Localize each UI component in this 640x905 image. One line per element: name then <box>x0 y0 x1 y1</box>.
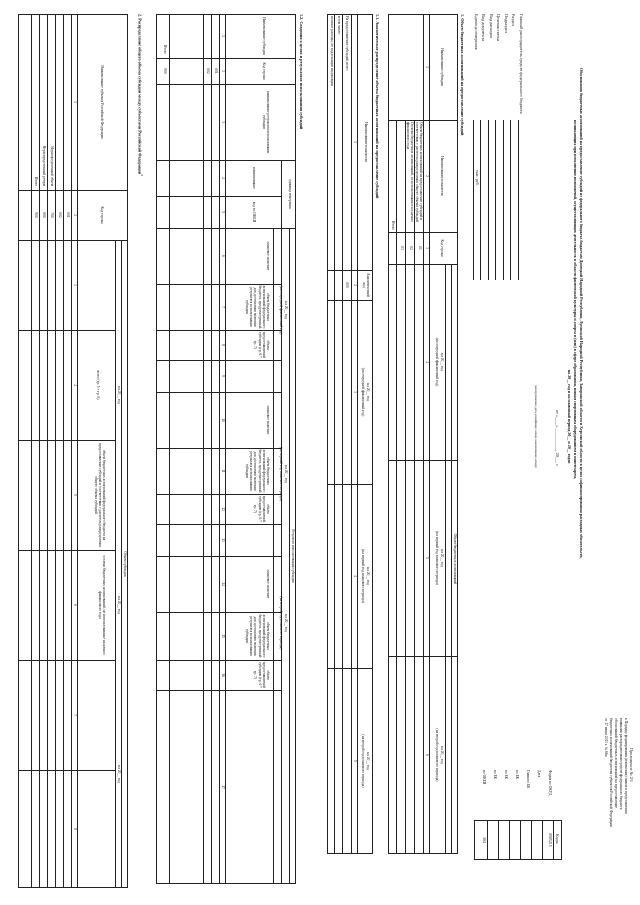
code-value: 384 <box>482 837 486 843</box>
header-field-label: Вид документа <box>481 14 487 41</box>
s2-col-number: 3 <box>353 391 357 393</box>
s3-year-sub: (на второй год планового периода) <box>279 596 283 650</box>
s1-row-name: Остатки бюджетных ассигнований, не использованные на начало финансового года <box>406 122 415 223</box>
s4-sub-allocated: объем бюджетных ассигнований федерального бюджета на предоставление субсидий в соответствии с расчетом распределения общего объема субсидий <box>93 443 106 547</box>
s4-row-line <box>31 14 32 888</box>
code-row-line <box>487 820 488 860</box>
code-label: Дата <box>537 770 541 778</box>
header-field-underline <box>488 120 489 280</box>
form-date-hint: (номер решения, дата, модифицир. номер, наименование, номер) <box>534 385 538 468</box>
s4-col-number: 8 <box>73 828 77 830</box>
s3-year-label: на 20__ год <box>284 465 288 483</box>
s3-col-number: 15 <box>221 634 225 638</box>
s4-col-number: 5 <box>73 494 77 496</box>
s1-year-label: на 20__ год <box>440 746 444 764</box>
code-label: по БК <box>504 770 508 780</box>
s3-sub-column: объем предоставляемой субсидии (гр. 6 * гр. 7) <box>253 495 270 523</box>
code-row-line <box>509 820 510 860</box>
s4-header-code: Код строки <box>100 206 104 224</box>
s4-year-label: на 20__ год <box>117 596 121 614</box>
s3-head-line <box>273 228 274 884</box>
appendix-line: обоснований бюджетных ассигнований на предоставление <box>614 718 618 809</box>
s2-row-name: На предоставление субсидий, всего <box>345 16 349 71</box>
s4-row-line <box>63 14 64 888</box>
section3-title: 1.2. Сведения о целях и результатах использования субсидий <box>299 14 304 130</box>
s3-col-number: 12 <box>221 507 225 511</box>
code-label: по БК <box>493 770 497 780</box>
s3-year-label: на 20__ год <box>284 301 288 319</box>
header-field-underline <box>473 120 474 280</box>
code-label: по ОКЕИ <box>482 770 486 785</box>
s2-col-number: 2 <box>353 284 357 286</box>
s3-year-sub: (на очередной финансовый год) <box>279 285 283 335</box>
s2-row-line <box>342 14 343 854</box>
s3-sub-column: плановое значение <box>266 569 270 599</box>
s3-col-number: 11 <box>221 469 225 473</box>
s1-header-volume: Объем бюджетных ассигнований <box>453 533 457 585</box>
s3-total-label: Итого <box>163 44 167 54</box>
s4-header-volume: Объем субсидии <box>123 551 127 577</box>
s1-row-code: 02 <box>409 246 413 250</box>
section4-title-text: 2. Распределение общего объема субсидии между субъектами Российской Федерации <box>137 14 143 175</box>
s3-row-line <box>203 14 204 884</box>
appendix-line: от 17 июня 2013 г. № 66н <box>604 718 608 757</box>
section3-table <box>156 14 296 884</box>
s4-year-label: на 20__ год <box>117 386 121 404</box>
appendix-line: главными распорядителями средств федерального бюджета <box>619 718 623 810</box>
s2-col-number: 4 <box>353 575 357 577</box>
s4-col-line <box>18 770 116 771</box>
s1-year-sub: (на первый год планового периода) <box>435 531 439 585</box>
s3-col-number: 3 <box>221 121 225 123</box>
s3-col-number: 4 <box>221 177 225 179</box>
s3-sub-column: объем бюджетных ассигнований федерального бюджета, предусмотренный для достижения значения результата использования субсидии <box>244 614 270 658</box>
s4-head-bottom <box>77 14 78 888</box>
s4-year-label: на 20__ год <box>117 765 121 783</box>
section2-title: 1.1. Аналитическое распределение объема бюджетных ассигнований на предоставление субсидий <box>375 14 380 199</box>
s1-row-name: Объем бюджетных ассигнований на предоставление субсидий в соответствии с расчетом распределения общего объема субсидий <box>415 122 424 223</box>
header-field-label: Целевая статья <box>496 14 502 41</box>
s3-year-label: на 20__ год <box>284 614 288 632</box>
s3-head-bottom <box>225 14 226 884</box>
s4-row-line <box>47 14 48 888</box>
s1-year-label: на 20__ год <box>440 549 444 567</box>
s3-row-code: 002 <box>206 68 210 74</box>
s1-head-bottom <box>429 14 430 854</box>
header-field-label: Подраздел <box>504 14 509 33</box>
s1-col-number: 1 <box>425 66 429 68</box>
s2-year-label: на 20__ год <box>366 383 370 401</box>
s2-col-number: 1 <box>353 141 357 143</box>
s3-sub-column: объем бюджетных ассигнований федерального бюджета, предусмотренный для достижения значения результата использования субсидии <box>244 449 270 493</box>
s1-col-number: 3 <box>425 247 429 249</box>
s3-year-sub: (на первый год планового периода) <box>279 447 283 501</box>
s1-year-sub: (на очередной финансовый год) <box>435 337 439 387</box>
form-subtitle: возникающих при исполнении полномочий, осуществляющих деятельность в области физической культуры и спорта и (или) в сфере образования, новым спортивным оборудованием и инвентарем, <box>573 120 578 479</box>
code-row-line <box>542 820 543 860</box>
section1-title: 1. Объем бюджетных ассигнований на предоставление субсидий <box>460 14 465 136</box>
s3-sub-column: объем предоставляемой субсидии (гр. 6 * гр. 7) <box>253 661 270 689</box>
s4-col-number: 7 <box>73 714 77 716</box>
s1-row-line <box>405 120 406 854</box>
form-title: Обоснования бюджетных ассигнований на предоставление субсидий из федерального бюджета бюджетам Донецкой Народной Республики, Луганской Народной Республики, Запорожской области и Херсонской области в целях софинансирования расходных обязательств, <box>579 68 584 559</box>
s3-total-line <box>169 14 170 884</box>
section4-title <box>138 14 144 176</box>
codes-head: Коды <box>555 834 560 844</box>
s4-sub-total: всего (гр. 5 + гр. 6) <box>96 370 100 400</box>
s4-extra-row-code: 700 <box>50 212 54 218</box>
s3-col-number: 16 <box>221 673 225 677</box>
s1-header-code: Код строки <box>440 239 444 257</box>
s2-year-label: на 20__ год <box>366 752 370 770</box>
s2-col-number: 5 <box>353 760 357 762</box>
s4-col-number: 2 <box>73 214 77 216</box>
code-row-line <box>520 820 521 860</box>
s4-col-number: 4 <box>73 384 77 386</box>
appendix-line: бюджетных ассигнований бюджетам субъектов Российской Федерации <box>609 718 613 827</box>
s3-unit-okei: код по ОКЕИ <box>252 201 256 223</box>
s3-col-number: 7 <box>221 306 225 308</box>
s2-head-bottom <box>357 14 358 854</box>
header-field-underline <box>496 120 497 280</box>
s3-col-number: 9 <box>221 375 225 377</box>
s3-col-number: 10 <box>221 418 225 422</box>
s1-row-code: 01 <box>418 246 422 250</box>
s1-col-number: 6 <box>425 754 429 756</box>
header-field-underline <box>481 120 482 280</box>
code-row-line <box>498 820 499 860</box>
s1-header-indicator: Наименование показателя <box>440 156 444 196</box>
s2-row-line <box>327 14 328 854</box>
s3-col-number: 8 <box>221 344 225 346</box>
s3-col-number: 5 <box>221 211 225 213</box>
s1-year-sub: (на второй год планового периода) <box>435 728 439 782</box>
s3-sub-column: объем предоставляемой субсидии (гр. 6 * гр. 7) <box>253 331 270 359</box>
form-date: от «____» ___________ 20___ г. <box>555 410 560 467</box>
appendix-line: к Порядку формирования (изменения) заявок и представления <box>624 718 628 814</box>
s4-col-line <box>18 660 116 661</box>
code-row-line <box>553 820 554 860</box>
code-label: Глава по БК <box>526 770 530 789</box>
s3-col-number: 6 <box>221 255 225 257</box>
s2-year-label: на 20__ год <box>366 567 370 585</box>
s2-row-name: в том числе: <box>337 16 342 35</box>
header-field-label: Главный распорядитель средств федерального бюджета <box>519 14 524 114</box>
s4-extra-row-code: 800 <box>42 212 46 218</box>
s4-row-code: 001 <box>66 212 70 218</box>
s3-row-line <box>211 14 212 884</box>
s2-year-sub: (на второй год планового периода) <box>361 734 365 788</box>
s4-sub-remaining: остатки бюджетных ассигнований, не использованные на начало финансового года <box>97 555 106 655</box>
s3-header-result: наименование результата использования субсидии <box>261 90 270 154</box>
s4-row-line <box>39 14 40 888</box>
header-field-label: Вид расходов <box>489 14 494 39</box>
s3-sub-column: плановое значение <box>266 241 270 271</box>
s1-col-number: 5 <box>425 557 429 559</box>
s1-col-number: 4 <box>425 361 429 363</box>
s3-total-code: 900 <box>163 68 167 74</box>
s3-col-number: 17 <box>221 785 225 789</box>
s3-header-usage: Результат использования субсидии <box>291 529 295 583</box>
s3-header-subsidy: Наименование субсидии <box>262 17 266 55</box>
s2-row-line <box>335 14 336 854</box>
s1-header-name: Наименование субсидии <box>440 48 444 86</box>
s1-col-number: 2 <box>425 175 429 177</box>
code-label: Форма по ОКУД <box>548 770 552 796</box>
header-field-label: Единица измерения: <box>474 14 479 51</box>
s4-header-region: Наименование субъекта Российской Федерации <box>100 65 104 139</box>
s1-head-line <box>445 264 446 854</box>
s4-col-line <box>18 330 116 331</box>
s4-extra-row-name: Итого <box>34 176 38 186</box>
s2-year-sub: (на очередной финансовый год) <box>361 367 365 417</box>
s1-year-label: на 20__ год <box>440 353 444 371</box>
section4-footnote: 3 <box>140 174 144 176</box>
s3-col-number: 1 <box>221 35 225 37</box>
s4-col-number: 1 <box>73 101 77 103</box>
s4-extra-row-code: 900 <box>34 212 38 218</box>
s3-col-number: 14 <box>221 582 225 586</box>
s4-row-line <box>55 14 56 888</box>
s4-row-code: 002 <box>58 212 62 218</box>
s3-header-unit: единица измерения <box>288 179 292 209</box>
unit-label: тыс. руб. <box>475 170 480 186</box>
code-row-line <box>531 820 532 860</box>
s4-extra-row-name: Нераспределенный объем <box>50 146 54 186</box>
s3-col-line <box>282 84 296 85</box>
s2-header-code: Аналитический код <box>361 272 370 298</box>
s2-header-name: Наименование показателя <box>364 122 368 162</box>
header-field-underline <box>518 120 519 280</box>
header-field-underline <box>503 120 504 280</box>
appendix-number: Приложение № 2/1 <box>629 748 634 782</box>
s3-col-line <box>282 58 296 59</box>
header-field-underline <box>511 120 512 280</box>
s2-row-code: 000 <box>345 282 349 288</box>
s4-col-number: 6 <box>73 604 77 606</box>
s1-row-code: 03 <box>400 246 404 250</box>
s3-unit-name: наименование <box>252 167 256 189</box>
s2-row-name: на иные расходы, не подлежащие индексации <box>330 16 334 86</box>
s3-header-code: Код строки <box>262 62 266 80</box>
s2-year-sub: (на первый год планового периода) <box>361 549 365 603</box>
s1-row-line <box>414 120 415 854</box>
s4-col-number: 3 <box>73 284 77 286</box>
form-period: на 20__ год и на плановый период 20__ и 20__ годов <box>567 370 572 464</box>
code-value: 0505215 <box>548 833 552 847</box>
s1-total-label: Итого <box>391 220 395 230</box>
s3-col-number: 13 <box>221 538 225 542</box>
s3-row-code: 001 <box>214 68 218 74</box>
s3-sub-column: плановое значение <box>266 405 270 435</box>
s4-extra-row-name: Нераспределенный резерв <box>42 145 46 186</box>
header-field-label: Раздел <box>511 14 517 26</box>
s3-sub-column: объем бюджетных ассигнований федерального бюджета, предусмотренный для достижения значения результата использования субсидии <box>244 285 270 329</box>
s1-row-line <box>396 120 397 854</box>
s3-col-number: 2 <box>221 70 225 72</box>
code-label: по БК <box>515 770 519 780</box>
